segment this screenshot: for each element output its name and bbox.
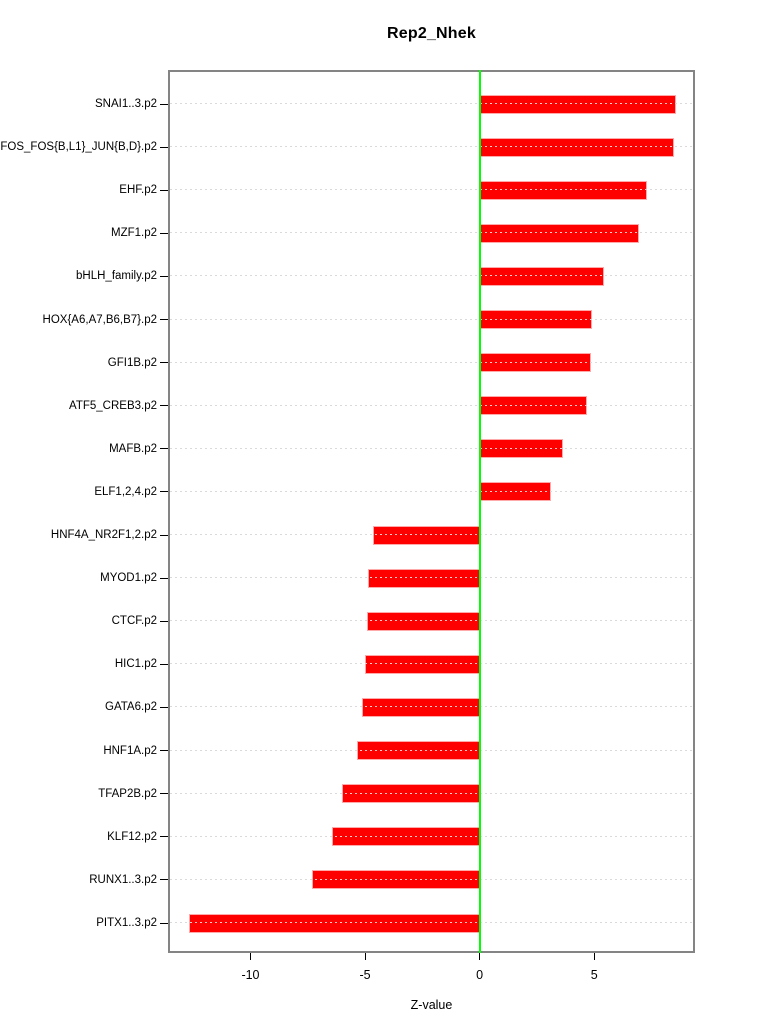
chart-title: Rep2_Nhek [387, 25, 476, 42]
row-gridline [170, 362, 693, 364]
plot-area-border [168, 70, 695, 953]
y-axis-tick [160, 793, 168, 794]
row-gridline [170, 189, 693, 191]
x-tick-label: -10 [241, 968, 260, 982]
row-gridline [170, 577, 693, 579]
row-gridline [170, 879, 693, 881]
row-gridline [170, 448, 693, 450]
y-tick-label: MYOD1.p2 [100, 572, 157, 585]
row-gridline [170, 534, 693, 536]
row-gridline [170, 706, 693, 708]
y-tick-label: EHF.p2 [119, 184, 157, 197]
row-gridline [170, 663, 693, 665]
x-axis-tick [365, 953, 366, 960]
y-axis-tick [160, 147, 168, 148]
y-tick-label: SNAI1..3.p2 [94, 98, 157, 110]
y-axis-tick [160, 923, 168, 924]
y-axis-tick [160, 276, 168, 277]
row-gridline [170, 103, 693, 105]
y-axis-tick [160, 448, 168, 449]
row-gridline [170, 922, 693, 924]
y-axis-tick [160, 578, 168, 579]
y-axis-tick [160, 750, 168, 751]
y-axis-tick [160, 319, 168, 320]
y-tick-label: GATA6.p2 [105, 701, 157, 714]
y-axis-tick [160, 879, 168, 880]
y-axis-tick [160, 104, 168, 105]
row-gridline [170, 836, 693, 838]
row-gridline [170, 275, 693, 277]
y-tick-label: ATF5_CREB3.p2 [69, 399, 157, 412]
row-gridline [170, 146, 693, 148]
y-axis-tick [160, 362, 168, 363]
y-tick-label: TFAP2B.p2 [98, 787, 157, 800]
y-tick-label: MZF1.p2 [110, 227, 157, 240]
x-axis-tick [250, 953, 251, 960]
zero-reference-line [479, 70, 481, 953]
y-axis-tick [160, 491, 168, 492]
row-gridline [170, 620, 693, 622]
y-axis-tick [160, 621, 168, 622]
y-axis-tick [160, 405, 168, 406]
y-tick-label: KLF12.p2 [107, 830, 157, 843]
y-tick-label: ELF1,2,4.p2 [94, 485, 157, 498]
y-tick-label: bHLH_family.p2 [76, 270, 157, 283]
row-gridline [170, 232, 693, 234]
x-tick-label: 0 [476, 968, 484, 982]
row-gridline [170, 793, 693, 795]
row-gridline [170, 319, 693, 321]
y-axis-tick [160, 664, 168, 665]
y-tick-label: MAFB.p2 [109, 442, 157, 455]
row-gridline [170, 405, 693, 407]
x-axis-tick [479, 953, 480, 960]
y-axis-tick [160, 190, 168, 191]
y-tick-label: HOX{A6,A7,B6,B7}.p2 [42, 313, 157, 326]
x-axis-label: Z-value [410, 998, 453, 1012]
y-axis-tick [160, 535, 168, 536]
y-tick-label: GFI1B.p2 [107, 356, 157, 369]
row-gridline [170, 491, 693, 493]
y-tick-label: HNF4A_NR2F1,2.p2 [50, 529, 157, 542]
y-tick-label: HIC1.p2 [114, 658, 157, 671]
x-tick-label: -5 [359, 968, 371, 982]
row-gridline [170, 750, 693, 752]
y-tick-label: FOS_FOS{B,L1}_JUN{B,D}.p2 [0, 141, 157, 154]
x-tick-label: 5 [590, 968, 598, 982]
y-tick-label: HNF1A.p2 [103, 744, 157, 757]
y-axis-tick [160, 707, 168, 708]
y-axis-tick [160, 836, 168, 837]
y-axis-tick [160, 233, 168, 234]
y-tick-label: RUNX1..3.p2 [89, 873, 157, 886]
y-tick-label: CTCF.p2 [111, 615, 157, 628]
x-axis-tick [594, 953, 595, 960]
y-tick-label: PITX1..3.p2 [96, 917, 157, 929]
